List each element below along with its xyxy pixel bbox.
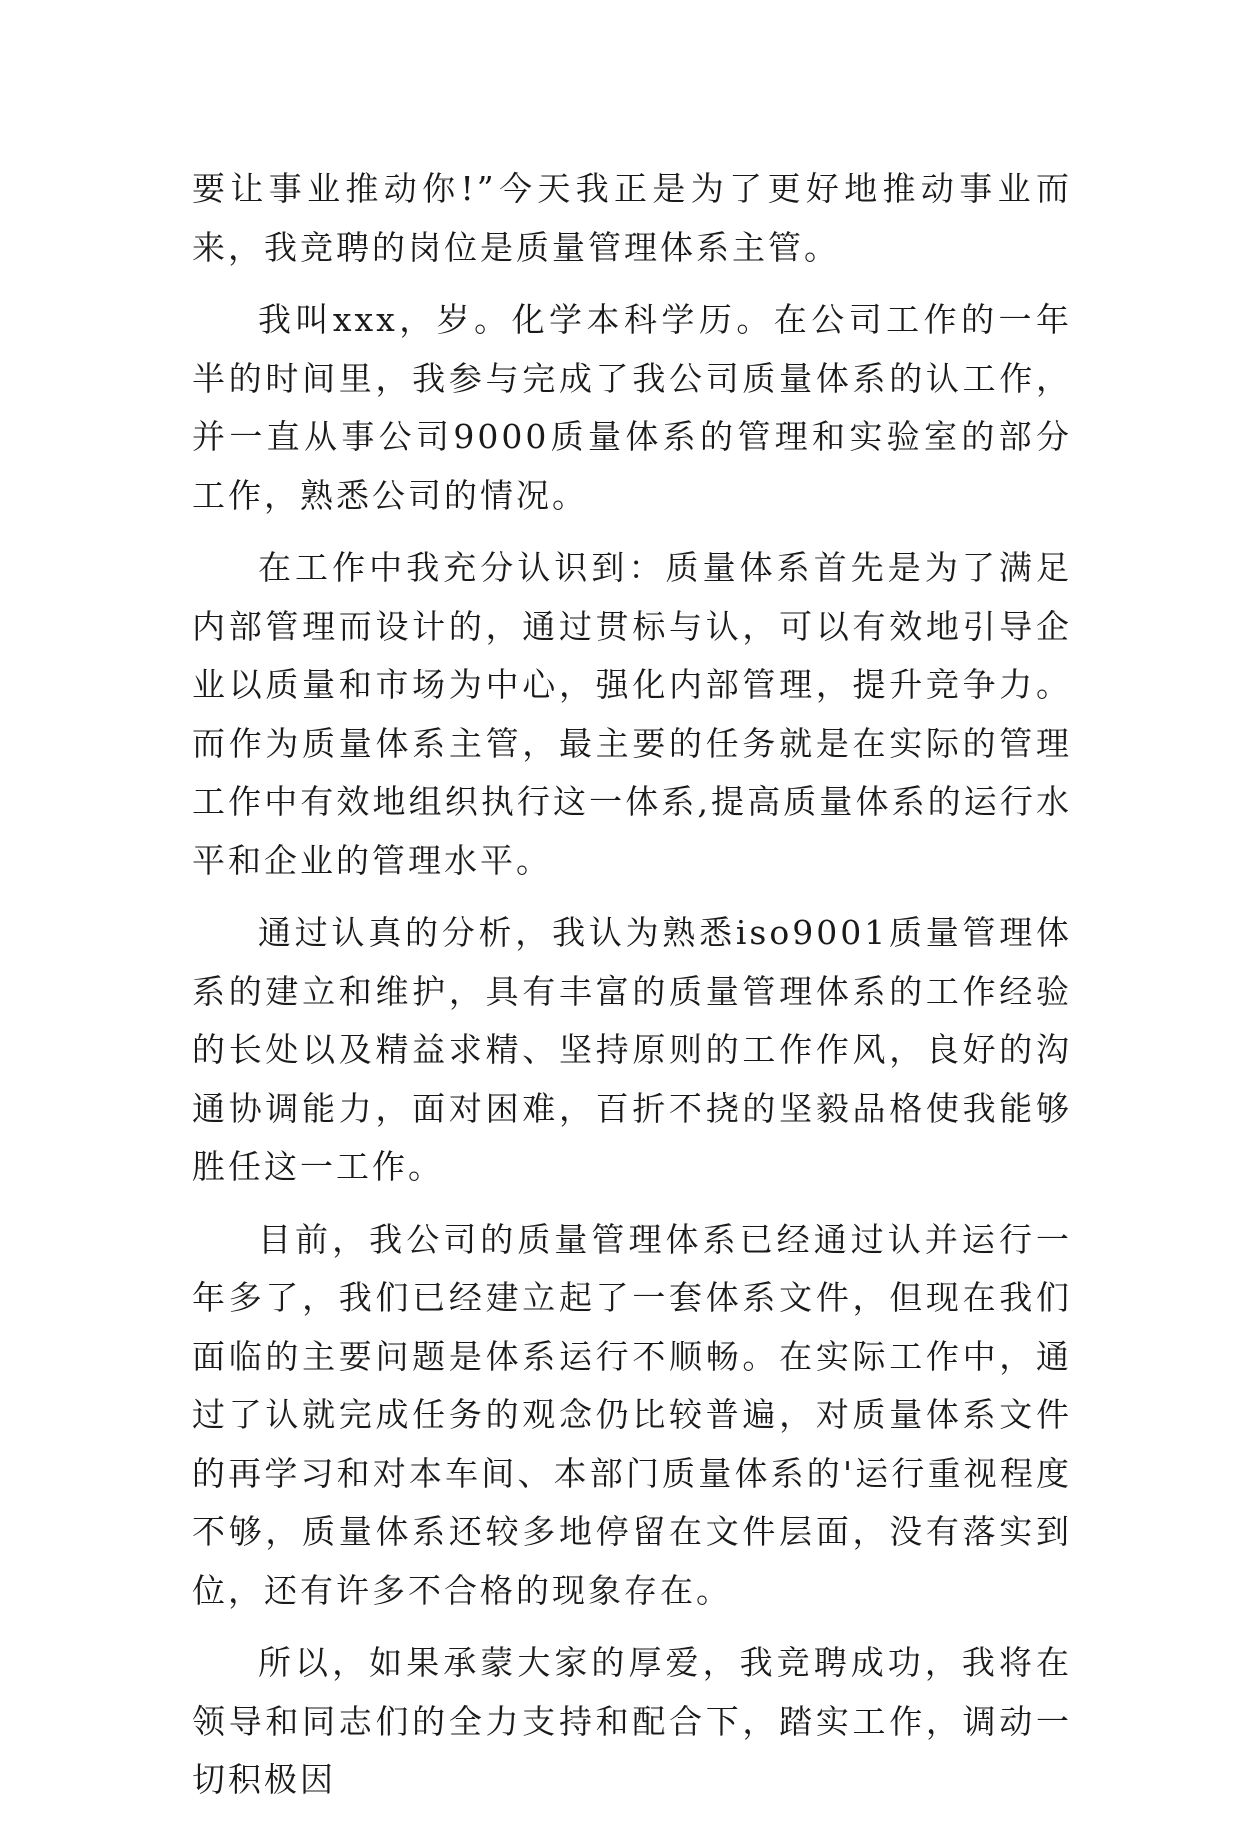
paragraph-5: 目前，我公司的质量管理体系已经通过认并运行一年多了，我们已经建立起了一套体系文件，但现在我们面临的主要问题是体系运行不顺畅。在实际工作中，通过了认就完成任务的观念仍比较普遍，对质量体系文件的再学习和对本车间、本部门质量体系的'运行重视程度不够，质量体系还较多地停留在文件层面，没有落实到位，还有许多不合格的现象存在。 [192, 1219, 1072, 1610]
paragraph-4: 通过认真的分析，我认为熟悉iso9001质量管理体系的建立和维护，具有丰富的质量管理体系的工作经验的长处以及精益求精、坚持原则的工作作风，良好的沟通协调能力，面对困难，百折不挠的坚毅品格使我能够胜任这一工作。 [192, 913, 1072, 1186]
paragraph-6: 所以，如果承蒙大家的厚爱，我竞聘成功，我将在领导和同志们的全力支持和配合下，踏实工作，调动一切积极因 [192, 1643, 1072, 1799]
paragraph-2: 我叫xxx，岁。化学本科学历。在公司工作的一年半的时间里，我参与完成了我公司质量体系的认工作，并一直从事公司9000质量体系的管理和实验室的部分工作，熟悉公司的情况。 [192, 300, 1072, 515]
document-body [192, 160, 1072, 1824]
paragraph-3: 在工作中我充分认识到：质量体系首先是为了满足内部管理而设计的，通过贯标与认，可以有效地引导企业以质量和市场为中心，强化内部管理，提升竞争力。而作为质量体系主管，最主要的任务就是在实际的管理工作中有效地组织执行这一体系,提高质量体系的运行水平和企业的管理水平。 [192, 548, 1072, 880]
paragraph-1: 要让事业推动你!”今天我正是为了更好地推动事业而来，我竞聘的岗位是质量管理体系主管。 [192, 169, 1072, 267]
